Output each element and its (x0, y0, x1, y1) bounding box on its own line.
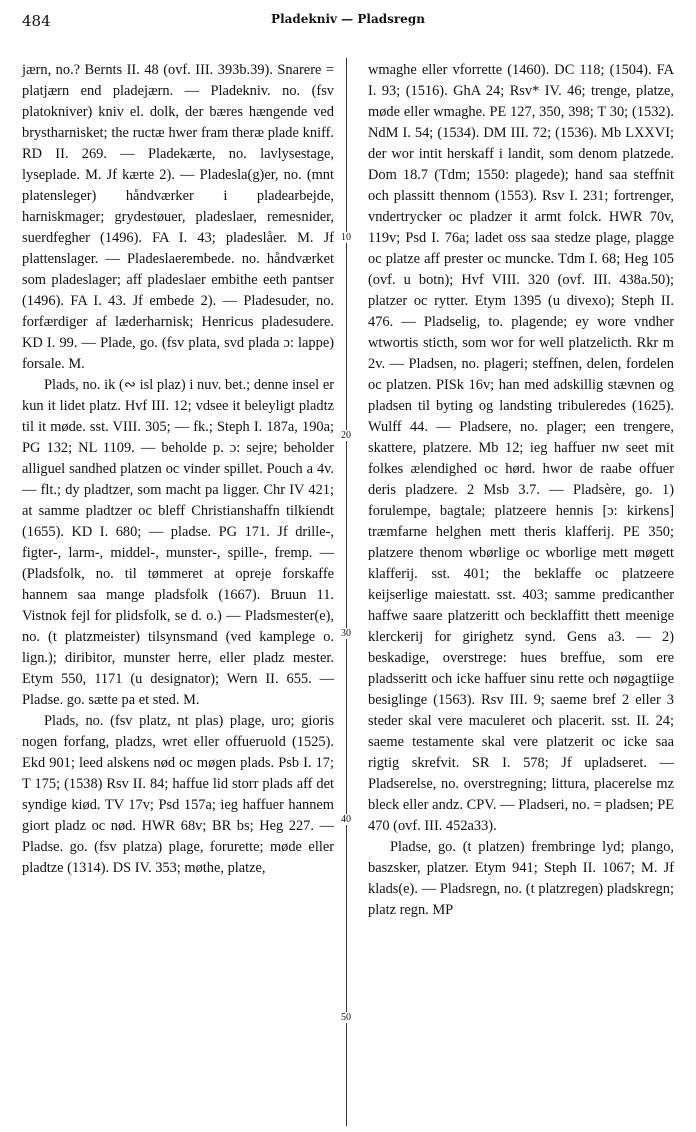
column-divider (346, 58, 347, 1126)
dictionary-paragraph: Plads, no. ik (∾ isl plaz) i nuv. bet.; denne insel er kun it lidet platz. Hvf III. 12; vdsee it beleyligt pladtz til it møde. sst. VIII. 305; — fk.; Steph I. 187a, 190a; PG 132; NL 1109. — beholde p. ɔ: sejre; beholder alliguel sandhed platzen oc vinder spillet. Pouch a 4v. — flt.; dy pladtzer, som macht pa ligger. Chr IV 421; at samme pladtzer oc bleff Christianshaffn tilkiendt (1655). KD I. 680; — pladse. PG 171. Jf drille-, figter-, larm-, middel-, munster-, spille-, fremp. — (Pladsfolk, no. til tømmeret at opreje forskaffe hannem saa mange pladsfolk (1667). Bruun 11. Vistnok fejl for plidsfolk, se d. o.) — Pladsmester(e), no. (t platzmeister) tilsynsmand (ved kamplege o. lign.); diribitor, munster herre, eller pladz mester. Etym 550, 1171 (u designator); Wern II. 655. — Pladse. go. sætte pa et sted. M. (22, 377, 334, 708)
line-number: 20 (341, 430, 351, 441)
line-number: 30 (341, 628, 351, 639)
line-number: 40 (341, 814, 351, 825)
right-column (368, 60, 674, 921)
left-column (22, 60, 334, 879)
dictionary-paragraph: Plads, no. (fsv platz, nt plas) plage, uro; gioris nogen forfang, pladzs, wret eller offueruold (1525). Ekd 901; leed alskens nød oc møgen plads. Psb I. 17; T 175; (1538) Rsv II. 84; haffue lid storr plads aff det syndige kiød. TV 17v; Psd 157a; ieg haffuer hannem giort pladz oc nød. HWR 68v; BR bs; Heg 227. — Pladse. go. (fsv platza) plage, forurette; møde eller pladtze (1314). DS IV. 353; møthe, platze, (22, 713, 334, 876)
dictionary-paragraph: Pladse, go. (t platzen) frembringe lyd; plango, baszsker, platzer. Etym 941; Steph II. 1067; M. Jf klads(e). — Pladsregn, no. (t platzregen) pladskregn; platz regn. MP (368, 839, 674, 918)
page-header (22, 10, 674, 32)
page-number: 484 (22, 12, 51, 30)
line-number: 10 (341, 232, 351, 243)
running-head: Pladekniv — Pladsregn (271, 12, 425, 26)
dictionary-paragraph: jærn, no.? Bernts II. 48 (ovf. III. 393b.39). Snarere = platjærn end pladejærn. — Pladekniv. no. (fsv platokniver) kniv el. dolk, der bæres hængende ved brystharnisket; the ructæ hwer fram theræ plade kniff. RD II. 269. — Pladekærte, no. lavlysestage, lyseplade. M. Jf kærte 2). — Pladesla(g)er, no. (mnt platensleger) håndværker i pladearbejde, harniskmager; grydestøuer, pladeslaer, remesnider, suerdfegher (1496). FA I. 43; pladeslåer. M. Jf plattenslager. — Pladeslaerembede. no. håndværket som pladeslager; aff pladeslaer embithe eeth pantser (1496). FA I. 43. Jf embede 2). — Pladesuder, no. forfærdiger af læderharnisk; Henricus pladesudere. KD I. 99. — Plade, go. (fsv plata, svd plada ɔ: lappe) forsale. M. (22, 62, 334, 372)
line-number: 50 (341, 1012, 351, 1023)
dictionary-paragraph: wmaghe eller vforrette (1460). DC 118; (1504). FA I. 93; (1516). GhA 24; Rsv* IV. 46; trenge, platze, møde eller wmaghe. PE 127, 350, 398; T 30; (1532). NdM I. 54; (1534). DM III. 72; (1536). Mb LXXVI; der wor intit herskaff i landit, som denom platzede. Dom 18.7 (Tdm; 1550: plagede); hand saa steffnit och plassitt thennom (1553). Rsv I. 231; fortrenger, vndertrycker oc pladzer it armt folck. HWR 70v, 119v; Psd I. 76a; ladet oss saa stedze plage, plagge oc platze aff prester oc muncke. Tdm I. 68; Heg 105 (ovf. u botn); Hvf VIII. 320 (ovf. III. 438a.50); platzer oc rytter. Etym 1395 (u divexo); Steph II. 476. — Pladselig, to. plagende; ey wore vndher wtwortis sticth, som wor for well platzelicth. Rkr m 2v. — Pladsen, no. plageri; steffnen, delen, fordelen oc platzen. PISk 16v; han med adskillig stævnen og pladsen til byting og landsting tribuleredes (1625). Wulff 44. — Pladsere, no. plager; een trengere, skattere, platzere. Mb 12; ieg haffuer nw seet mit folkes ælendighed oc hørd. hwor de raabe offuer deris pladzere. 2 Msb 3.7. — Pladsère, go. 1) forulempe, bagtale; platzeere hennis [ɔ: kirkens] træmfarne helghen mett theris klafferij. PE 350; platzere thenom wbørlige oc wborlige mett møgett klafferij. sst. 401; the beklaffe oc platzeere keijserlige maiestatt. sst. 403; samme predicanther haffwe saare platzeritt och becklaffitt thett meenige klerckerij for girighetz synd. Gens a3. — 2) beskadige, overstrege: hues breffue, som ere pladsseritt och icke haffuer sinu rette och nøgagtiige besiglinge (1563). Rsv III. 9; saeme bref 2 eller 3 steder skal vere maculeret och placerit. sst. II. 24; saeme testamente skal vere platzerit oc icke saa rigtig skrefvit. SR I. 578; Jf upladseret. — Pladserelse, no. overstregning; littura, placerelse mz bleck eller andz. CPV. — Pladseri, no. = pladsen; PE 470 (ovf. III. 452a33). (368, 62, 674, 834)
